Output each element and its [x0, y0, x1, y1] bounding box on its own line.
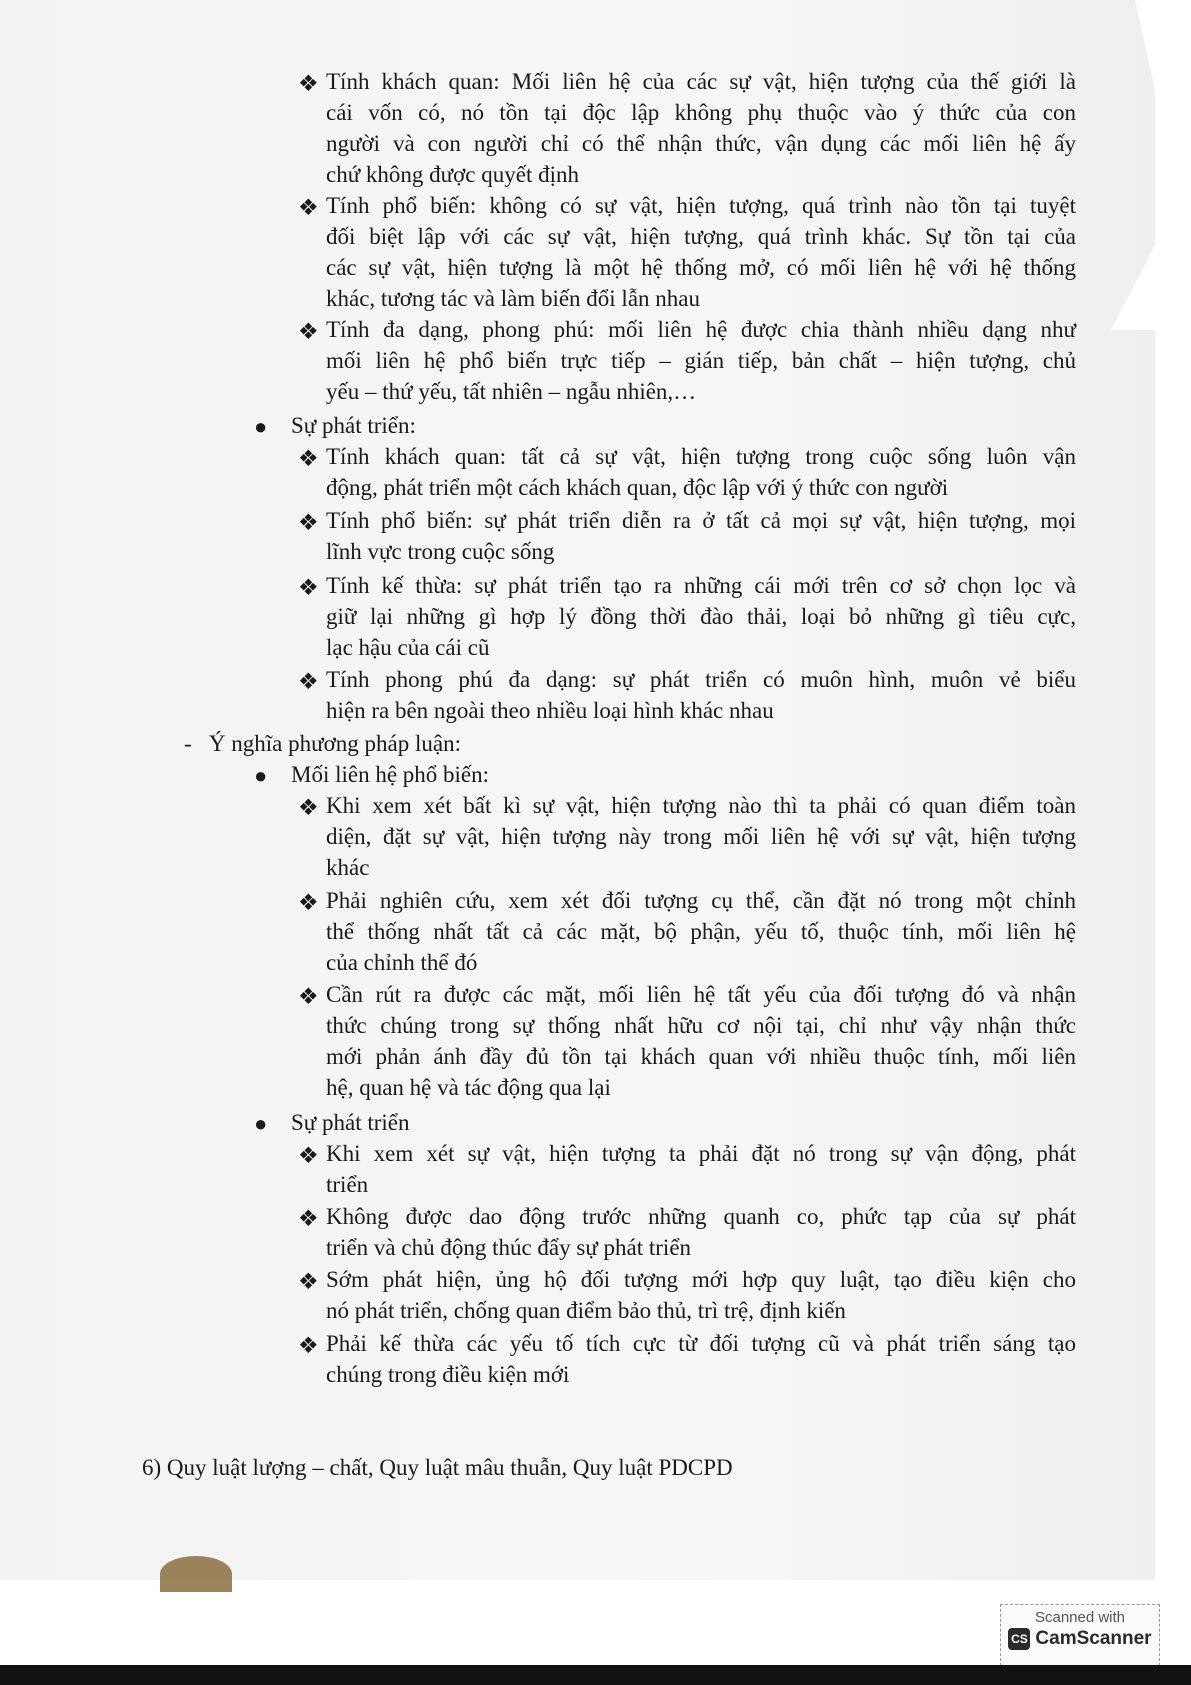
text-line: của chỉnh thể đó — [326, 950, 478, 975]
watermark-caption: Scanned with — [1034, 1609, 1126, 1626]
diamond-bullet-icon: ❖ — [298, 446, 319, 471]
text-line: yếu – thứ yếu, tất nhiên – ngẫu nhiên,… — [326, 379, 697, 404]
round-bullet-icon: ● — [254, 414, 268, 439]
text-line: Tính đa dạng, phong phú: mối liên hệ được chia thành nhiều dạng như — [326, 317, 1076, 342]
text-line: chứ không được quyết định — [326, 162, 579, 187]
text-line: mối liên hệ phổ biến trực tiếp – gián tiếp, bản chất – hiện tượng, chủ — [326, 348, 1076, 373]
text-line: nó phát triển, chống quan điểm bảo thủ, trì trệ, định kiến — [326, 1298, 846, 1323]
watermark-brand: CamScanner — [1035, 1628, 1152, 1649]
diamond-bullet-icon: ❖ — [298, 319, 319, 344]
diamond-bullet-icon: ❖ — [298, 1143, 319, 1168]
round-bullet-icon: ● — [254, 1111, 268, 1136]
text-line: hiện ra bên ngoài theo nhiều loại hình khác nhau — [326, 698, 774, 723]
bullet-heading: Mối liên hệ phổ biến: — [291, 762, 490, 787]
text-line: diện, đặt sự vật, hiện tượng này trong mối liên hệ với sự vật, hiện tượng — [326, 824, 1076, 849]
text-line: Tính phổ biến: sự phát triển diễn ra ở tất cả mọi sự vật, hiện tượng, mọi — [326, 508, 1076, 533]
text-line: cái vốn có, nó tồn tại độc lập không phụ thuộc vào ý thức của con — [326, 100, 1076, 125]
text-line: động, phát triển một cách khách quan, độc lập với ý thức con người — [326, 475, 949, 500]
text-line: Tính phong phú đa dạng: sự phát triển có muôn hình, muôn vẻ biểu — [326, 667, 1076, 692]
camscanner-watermark — [1000, 1604, 1160, 1666]
bullet-heading: Sự phát triển: — [291, 413, 416, 438]
text-line: người và con người chỉ có thể nhận thức, vận dụng các mối liên hệ ấy — [326, 131, 1076, 156]
text-line: Tính khách quan: Mối liên hệ của các sự vật, hiện tượng của thế giới là — [326, 69, 1076, 94]
diamond-bullet-icon: ❖ — [298, 669, 319, 694]
text-line: Tính khách quan: tất cả sự vật, hiện tượng trong cuộc sống luôn vận — [326, 444, 1076, 469]
text-line: Cần rút ra được các mặt, mối liên hệ tất yếu của đối tượng đó và nhận — [326, 982, 1076, 1007]
diamond-bullet-icon: ❖ — [298, 195, 319, 220]
bottom-scan-edge — [0, 1665, 1191, 1685]
text-line: khác — [326, 855, 370, 880]
diamond-bullet-icon: ❖ — [298, 510, 319, 535]
section-heading: Ý nghĩa phương pháp luận: — [208, 731, 461, 756]
text-line: hệ, quan hệ và tác động qua lại — [326, 1075, 611, 1100]
text-line: Khi xem xét sự vật, hiện tượng ta phải đặt nó trong sự vận động, phát — [326, 1141, 1076, 1166]
text-line: thể thống nhất tất cả các mặt, bộ phận, yếu tố, thuộc tính, mối liên hệ — [326, 919, 1076, 944]
text-line: lạc hậu của cái cũ — [326, 635, 490, 660]
diamond-bullet-icon: ❖ — [298, 575, 319, 600]
text-line: thức chúng trong sự thống nhất hữu cơ nội tại, chỉ như vậy nhận thức — [326, 1013, 1076, 1038]
diamond-bullet-icon: ❖ — [298, 1269, 319, 1294]
text-line: Tính phổ biến: không có sự vật, hiện tượng, quá trình nào tồn tại tuyệt — [326, 193, 1076, 218]
diamond-bullet-icon: ❖ — [298, 984, 319, 1009]
dash-bullet: - Ý nghĩa phương pháp luận: — [184, 731, 461, 756]
diamond-bullet-icon: ❖ — [298, 890, 319, 915]
text-line: mới phản ánh đầy đủ tồn tại khách quan với nhiều thuộc tính, mối liên — [326, 1044, 1076, 1069]
text-line: chúng trong điều kiện mới — [326, 1362, 570, 1387]
text-line: triển và chủ động thúc đẩy sự phát triển — [326, 1235, 692, 1260]
text-line: Phải kế thừa các yếu tố tích cực từ đối tượng cũ và phát triển sáng tạo — [326, 1331, 1076, 1356]
round-bullet-icon: ● — [254, 763, 268, 788]
text-line: đối biệt lập với các sự vật, hiện tượng, quá trình khác. Sự tồn tại của — [326, 224, 1076, 249]
camscanner-logo-icon: CS — [1008, 1628, 1030, 1650]
text-line: Sớm phát hiện, ủng hộ đối tượng mới hợp quy luật, tạo điều kiện cho — [326, 1267, 1076, 1292]
bullet-heading: Sự phát triển — [291, 1110, 410, 1135]
text-line: các sự vật, hiện tượng là một hệ thống mở, có mối liên hệ với hệ thống — [326, 255, 1076, 280]
diamond-bullet-icon: ❖ — [298, 1333, 319, 1358]
text-line: giữ lại những gì hợp lý đồng thời đào thải, loại bỏ những gì tiêu cực, — [326, 604, 1076, 629]
text-line: triển — [326, 1172, 369, 1197]
diamond-bullet-icon: ❖ — [298, 795, 319, 820]
thumb-shadow — [160, 1556, 232, 1592]
section-6-heading: 6) Quy luật lượng – chất, Quy luật mâu thuẫn, Quy luật PDCPD — [142, 1455, 733, 1480]
text-line: Khi xem xét bất kì sự vật, hiện tượng nào thì ta phải có quan điểm toàn — [326, 793, 1076, 818]
text-line: khác, tương tác và làm biến đổi lẫn nhau — [326, 286, 700, 311]
text-line: lĩnh vực trong cuộc sống — [326, 539, 555, 564]
text-line: Phải nghiên cứu, xem xét đối tượng cụ thể, cần đặt nó trong một chỉnh — [326, 888, 1076, 913]
diamond-bullet-icon: ❖ — [298, 71, 319, 96]
diamond-bullet-icon: ❖ — [298, 1206, 319, 1231]
text-line: Không được dao động trước những quanh co, phức tạp của sự phát — [326, 1204, 1076, 1229]
text-line: Tính kế thừa: sự phát triển tạo ra những cái mới trên cơ sở chọn lọc và — [326, 573, 1076, 598]
